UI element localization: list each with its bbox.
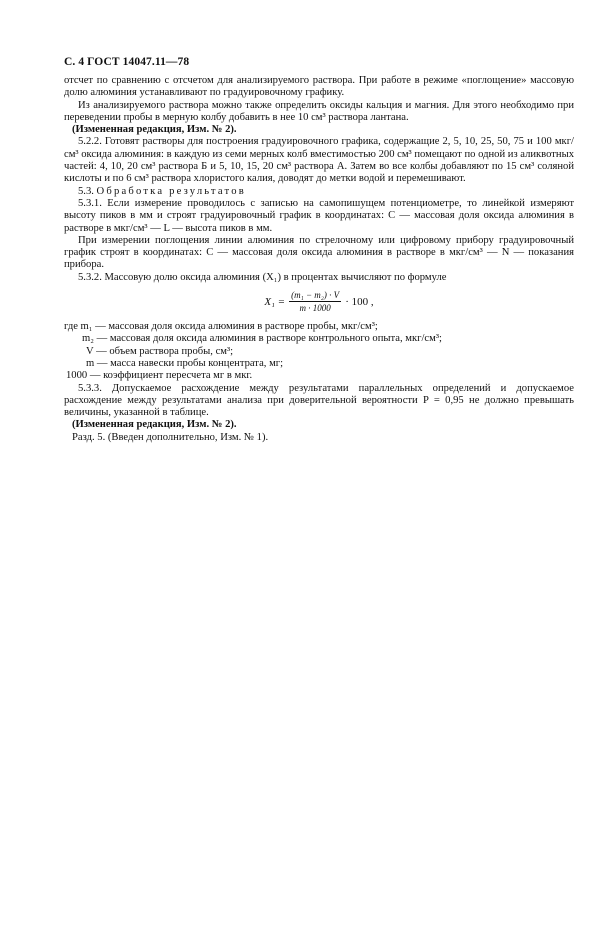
- formula-fraction: [289, 290, 341, 313]
- document-page: [64, 56, 574, 444]
- formula-lhs: X₁ =: [264, 295, 286, 308]
- page-header: С. 4 ГОСТ 14047.11—78: [64, 56, 190, 68]
- edition-note: (Измененная редакция, Изм. № 2).: [72, 419, 237, 431]
- section-heading: [64, 186, 574, 198]
- section-note: Разд. 5. (Введен дополнительно, Изм. № 1).: [72, 431, 269, 443]
- formula-numerator: (m₁ − m₂) · V: [291, 290, 340, 301]
- paragraph: отсчет по сравнению с отсчетом для анализируемого раствора. При работе в режиме «поглощение» массовую долю алюминия устанавливают по градуировочному графику.: [64, 75, 574, 99]
- definition-item: m₂ — массовая доля оксида алюминия в растворе контрольного опыта, мкг/см³;: [82, 333, 442, 345]
- edition-note: (Измененная редакция, Изм. № 2).: [72, 124, 237, 136]
- formula-denominator: m · 1000: [299, 303, 331, 314]
- section-number: 5.3.: [78, 185, 94, 197]
- paragraph: 5.2.2. Готовят растворы для построения градуировочного графика, содержащие 2, 5, 10, 25, 50, 75 и 100 мкг/см³ оксида алюминия: в каждую из семи мерных колб вместимостью 200 см³ помещают по одной из аликвотных частей: 4, 10, 20 см³ раствора Б и 5, 10, 15, 20 см³ раствора А. Затем во все колбы добавляют по 15 см³ соляной кислоты и по 6 см³ раствора хлористого калия, доводят до метки водой и перемешивают.: [64, 136, 574, 185]
- definitions-list: [64, 321, 574, 382]
- definition-item: где m₁ — массовая доля оксида алюминия в растворе пробы, мкг/см³;: [64, 321, 378, 333]
- definition-item: V — объем раствора пробы, см³;: [86, 345, 234, 357]
- paragraph: Из анализируемого раствора можно также определить оксиды кальция и магния. Для этого необходимо при переведении пробы в мерную колбу добавить в нее 10 см³ раствора лантана.: [64, 99, 574, 123]
- formula-rhs: · 100 ,: [345, 295, 374, 308]
- formula: [64, 290, 574, 313]
- paragraph: 5.3.1. Если измерение проводилось с записью на самопишущем потенциометре, то линейкой измеряют высоту пиков в мм и строят градуировочный график в координатах: С — массовая доля оксида алюминия в растворе в мкг/см³ — L — высота пиков в мм.: [64, 197, 574, 234]
- paragraph: 5.3.3. Допускаемое расхождение между результатами параллельных определений и допускаемое расхождение между результатами анализа при доверительной вероятности P = 0,95 не должно превышать величины, указанной в таблице.: [64, 382, 574, 419]
- paragraph: При измерении поглощения линии алюминия по стрелочному или цифровому прибору градуировочный график строят в координатах: С — массовая доля оксида алюминия в растворе в мкг/см³ — N — показания прибора.: [64, 234, 574, 271]
- definition-item: m — масса навески пробы концентрата, мг;: [86, 357, 284, 369]
- section-title: Обработка результатов: [96, 185, 246, 197]
- definition-item: 1000 — коэффициент пересчета мг в мкг.: [66, 370, 253, 382]
- paragraph: 5.3.2. Массовую долю оксида алюминия (X₁) в процентах вычисляют по формуле: [78, 271, 447, 283]
